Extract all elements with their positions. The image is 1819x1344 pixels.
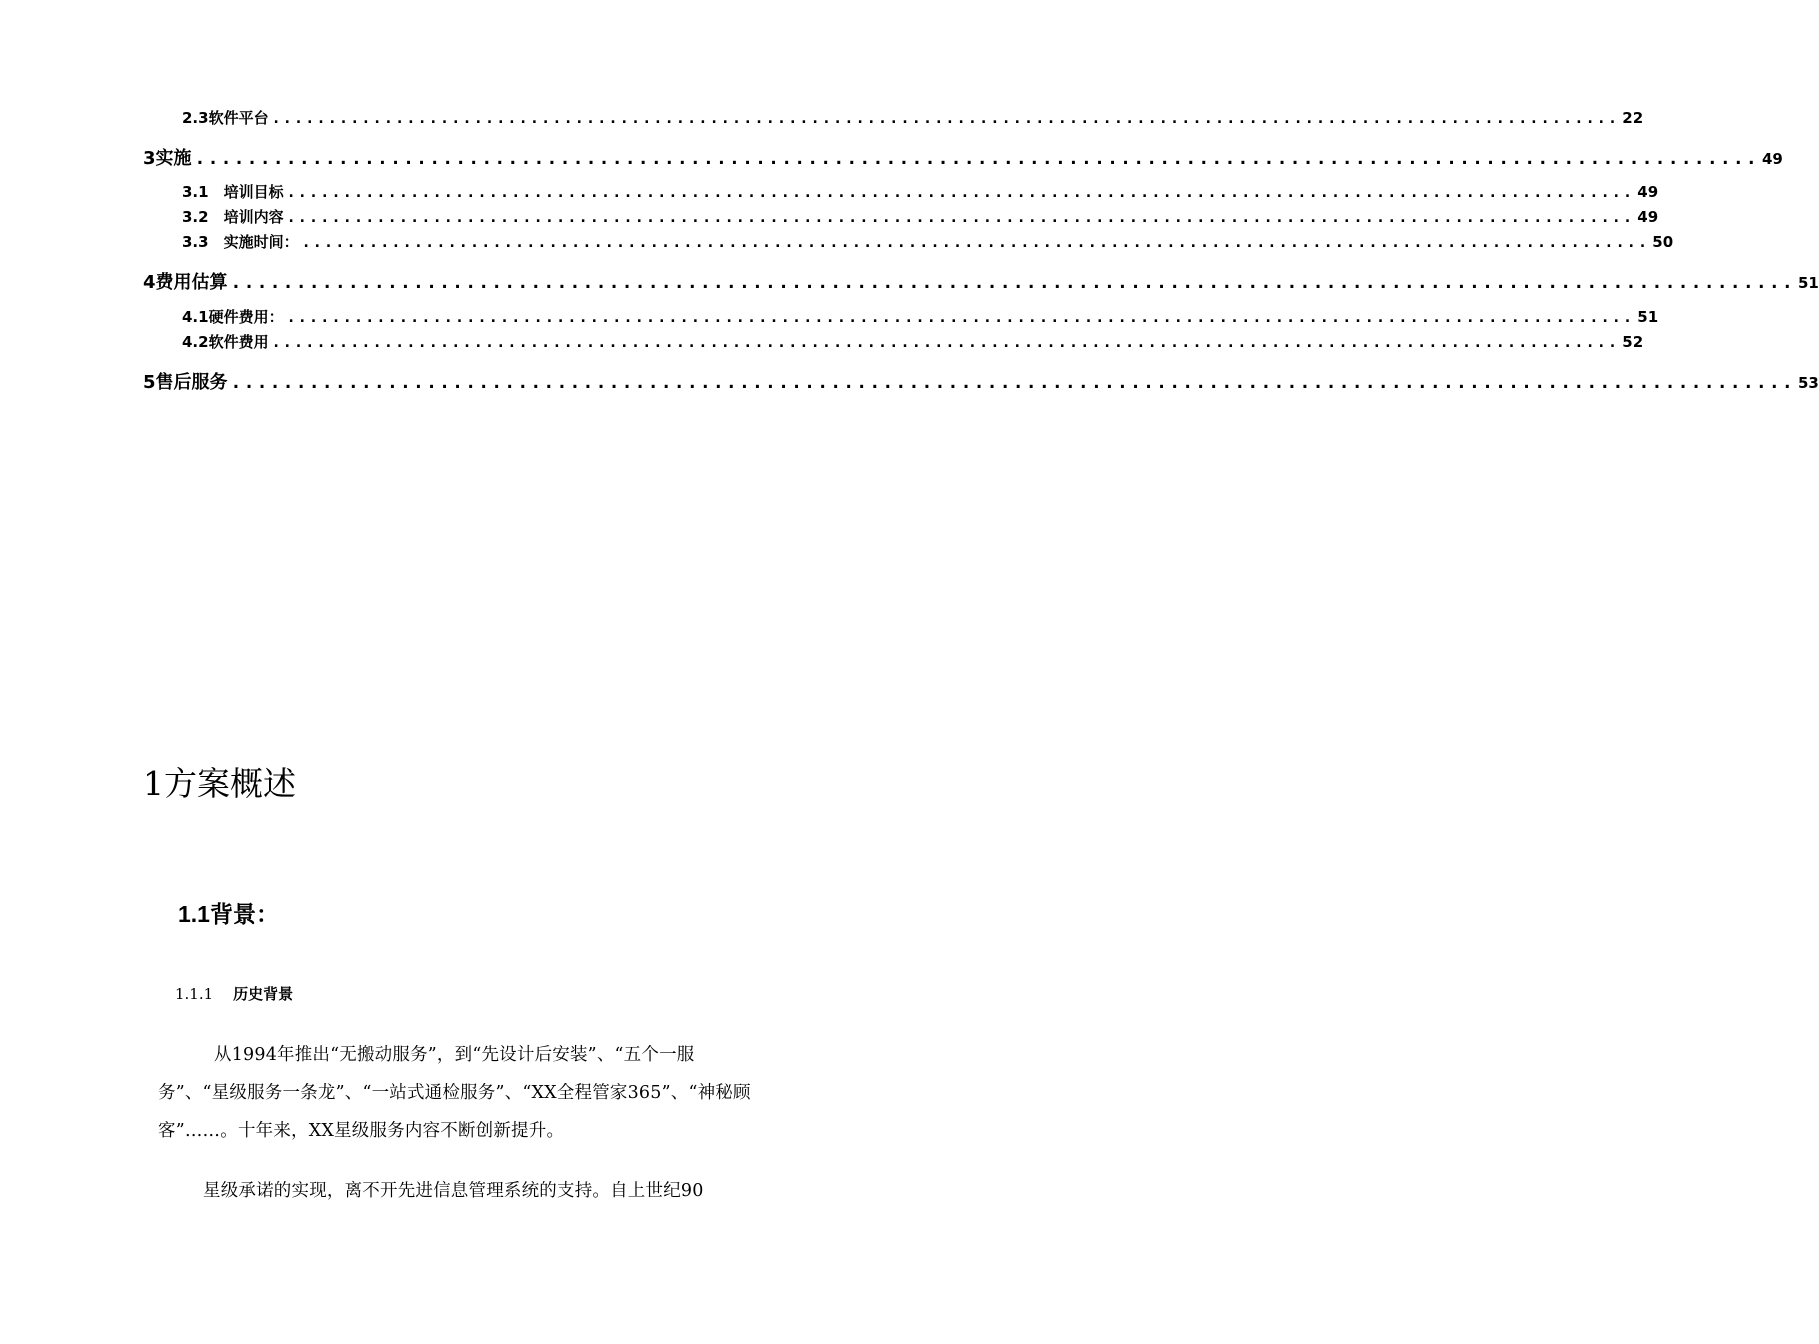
toc-page-number: 51 (1797, 274, 1819, 292)
toc-leader-dots: ........................................................................................................................ (286, 308, 1635, 326)
toc-leader-dots: ........................................................................................................................ (286, 208, 1635, 226)
toc-entry-5[interactable] (143, 368, 1819, 394)
toc-entry-4-1[interactable] (182, 306, 1659, 327)
toc-page-number: 49 (1637, 208, 1659, 226)
toc-entry-label: 3.2 培训内容 (182, 208, 284, 226)
toc-entry-3-3[interactable] (182, 231, 1674, 252)
subsection-heading (175, 983, 293, 1004)
body-paragraph-1: 从1994年推出“无搬动服务”，到“先设计后安装”、“五个一服务”、“星级服务一条龙”、“一站式通检服务”、“XX全程管家365”、“神秘顾客”……。十年来，XX星级服务内容不断创新提升。 (158, 1045, 751, 1141)
toc-entry-label: 4.1硬件费用： (182, 308, 284, 326)
toc-page-number: 22 (1622, 109, 1644, 127)
toc-leader-dots: ........................................................................................................................ (230, 372, 1795, 393)
toc-leader-dots: ........................................................................................................................ (286, 183, 1635, 201)
subsection-title: 历史背景 (233, 985, 294, 1003)
toc-entry-3-2[interactable] (182, 206, 1659, 227)
toc-page-number: 51 (1637, 308, 1659, 326)
toc-entry-2-3[interactable] (182, 107, 1644, 128)
toc-page-number: 53 (1797, 374, 1819, 392)
toc-page-number: 52 (1622, 333, 1644, 351)
toc-leader-dots: ........................................................................................................................ (301, 233, 1650, 251)
toc-page-number: 49 (1761, 150, 1783, 168)
section-title: 1.1背景： (178, 901, 279, 927)
toc-entry-label: 4费用估算 (143, 272, 228, 293)
toc-entry-label: 4.2软件费用 (182, 333, 269, 351)
toc-entry-3-1[interactable] (182, 181, 1659, 202)
chapter-title: 1方案概述 (143, 764, 296, 803)
toc-entry-3[interactable] (143, 144, 1783, 170)
toc-entry-label: 2.3软件平台 (182, 109, 269, 127)
subsection-number: 1.1.1 (175, 985, 214, 1003)
toc-leader-dots: ........................................................................................................................ (230, 272, 1795, 293)
toc-entry-label: 3.1 培训目标 (182, 183, 284, 201)
body-paragraph-2: 星级承诺的实现，离不开先进信息管理系统的支持。自上世纪90 (203, 1181, 704, 1201)
toc-leader-dots: ........................................................................................................................ (194, 148, 1759, 169)
toc-entry-label: 3.3 实施时间： (182, 233, 299, 251)
toc-entry-4-2[interactable] (182, 331, 1644, 352)
toc-leader-dots: ........................................................................................................................ (271, 109, 1620, 127)
toc-leader-dots: ........................................................................................................................ (271, 333, 1620, 351)
toc-page-number: 50 (1652, 233, 1674, 251)
toc-page-number: 49 (1637, 183, 1659, 201)
toc-entry-label: 3实施 (143, 148, 192, 169)
toc-entry-4[interactable] (143, 268, 1819, 294)
toc-entry-label: 5售后服务 (143, 372, 228, 393)
